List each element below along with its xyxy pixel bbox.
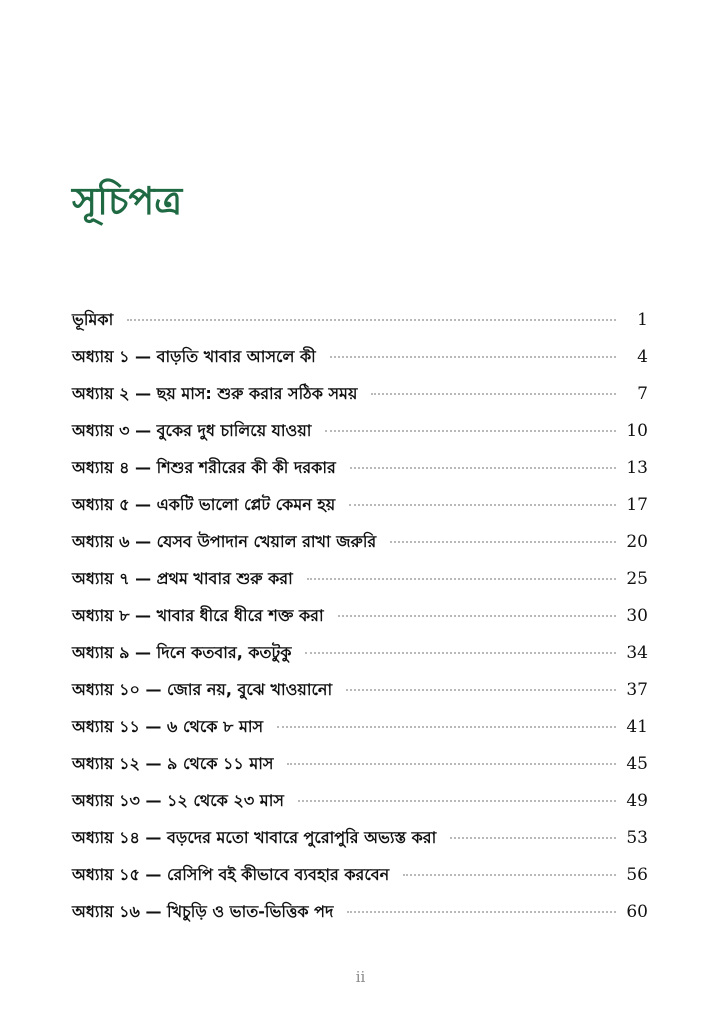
toc-entry-label: অধ্যায় ১৬ — খিচুড়ি ও ভাত-ভিত্তিক পদ xyxy=(72,902,334,921)
toc-entry-label: অধ্যায় ৫ — একটি ভালো প্লেট কেমন হয় xyxy=(72,495,336,514)
toc-entry-page: 34 xyxy=(626,643,648,663)
toc-entry-page: 1 xyxy=(637,310,648,330)
toc-entry-page: 7 xyxy=(637,384,648,404)
toc-entry[interactable] xyxy=(72,893,648,930)
toc-entry[interactable] xyxy=(72,671,648,708)
toc-entry-label: অধ্যায় ৬ — যেসব উপাদান খেয়াল রাখা জরুরি xyxy=(72,532,377,551)
toc-entry-label: অধ্যায় ১৪ — বড়দের মতো খাবারে পুরোপুরি অভ্যস্ত করা xyxy=(72,828,437,847)
toc-entry[interactable] xyxy=(72,560,648,597)
toc-entry[interactable] xyxy=(72,486,648,523)
dot-leader xyxy=(390,541,616,543)
toc-entry[interactable] xyxy=(72,819,648,856)
toc-entry-page: 56 xyxy=(626,865,648,885)
page-title: সূচিপত্র xyxy=(72,178,183,223)
toc-entry-label: অধ্যায় ৭ — প্রথম খাবার শুরু করা xyxy=(72,569,293,588)
page-folio: ii xyxy=(355,968,366,986)
dot-leader xyxy=(346,689,616,691)
dot-leader xyxy=(305,652,616,654)
dot-leader xyxy=(127,319,616,321)
toc-entry-label: অধ্যায় ৪ — শিশুর শরীরের কী কী দরকার xyxy=(72,458,336,477)
toc-entry-label: অধ্যায় ১১ — ৬ থেকে ৮ মাস xyxy=(72,717,264,736)
toc-entry-page: 41 xyxy=(626,717,648,737)
toc-entry-label: অধ্যায় ২ — ছয় মাস: শুরু করার সঠিক সময় xyxy=(72,384,358,403)
dot-leader xyxy=(277,726,616,728)
toc-entry-page: 10 xyxy=(626,421,648,441)
toc-entry-label: অধ্যায় ১ — বাড়তি খাবার আসলে কী xyxy=(72,347,316,366)
toc-entry[interactable] xyxy=(72,708,648,745)
dot-leader xyxy=(347,911,616,913)
toc-entry-label: অধ্যায় ১৩ — ১২ থেকে ২৩ মাস xyxy=(72,791,284,810)
dot-leader xyxy=(349,504,616,506)
toc-entry-label: অধ্যায় ১০ — জোর নয়, বুঝে খাওয়ানো xyxy=(72,680,333,699)
toc-entry[interactable] xyxy=(72,634,648,671)
toc-entry-page: 25 xyxy=(626,569,648,589)
toc-entry[interactable] xyxy=(72,338,648,375)
toc-entry-label: অধ্যায় ১৫ — রেসিপি বই কীভাবে ব্যবহার করবেন xyxy=(72,865,390,884)
dot-leader xyxy=(325,430,616,432)
dot-leader xyxy=(298,800,616,802)
dot-leader xyxy=(330,356,616,358)
toc-entry-page: 13 xyxy=(626,458,648,478)
dot-leader xyxy=(403,874,616,876)
toc-entry-page: 60 xyxy=(626,902,648,922)
toc-entry-label: অধ্যায় ১২ — ৯ থেকে ১১ মাস xyxy=(72,754,274,773)
toc-entry-label: ভূমিকা xyxy=(72,310,114,329)
toc-entry[interactable] xyxy=(72,412,648,449)
toc-entry-page: 37 xyxy=(626,680,648,700)
toc-entry[interactable] xyxy=(72,523,648,560)
toc-entry-page: 17 xyxy=(626,495,648,515)
toc-entry-page: 4 xyxy=(637,347,648,367)
toc-entry-page: 53 xyxy=(626,828,648,848)
toc-entry-page: 49 xyxy=(626,791,648,811)
toc-entry-label: অধ্যায় ৮ — খাবার ধীরে ধীরে শক্ত করা xyxy=(72,606,324,625)
dot-leader xyxy=(307,578,616,580)
toc-entry[interactable] xyxy=(72,745,648,782)
dot-leader xyxy=(350,467,616,469)
toc-entry[interactable] xyxy=(72,301,648,338)
toc-entry[interactable] xyxy=(72,782,648,819)
toc-list xyxy=(72,301,648,930)
toc-entry[interactable] xyxy=(72,597,648,634)
dot-leader xyxy=(338,615,616,617)
toc-entry-label: অধ্যায় ৩ — বুকের দুধ চালিয়ে যাওয়া xyxy=(72,421,312,440)
dot-leader xyxy=(371,393,616,395)
toc-entry-page: 30 xyxy=(626,606,648,626)
dot-leader xyxy=(450,837,616,839)
dot-leader xyxy=(287,763,616,765)
toc-entry[interactable] xyxy=(72,856,648,893)
toc-entry-label: অধ্যায় ৯ — দিনে কতবার, কতটুকু xyxy=(72,643,292,662)
toc-entry-page: 45 xyxy=(626,754,648,774)
toc-entry[interactable] xyxy=(72,375,648,412)
toc-entry-page: 20 xyxy=(626,532,648,552)
toc-entry[interactable] xyxy=(72,449,648,486)
